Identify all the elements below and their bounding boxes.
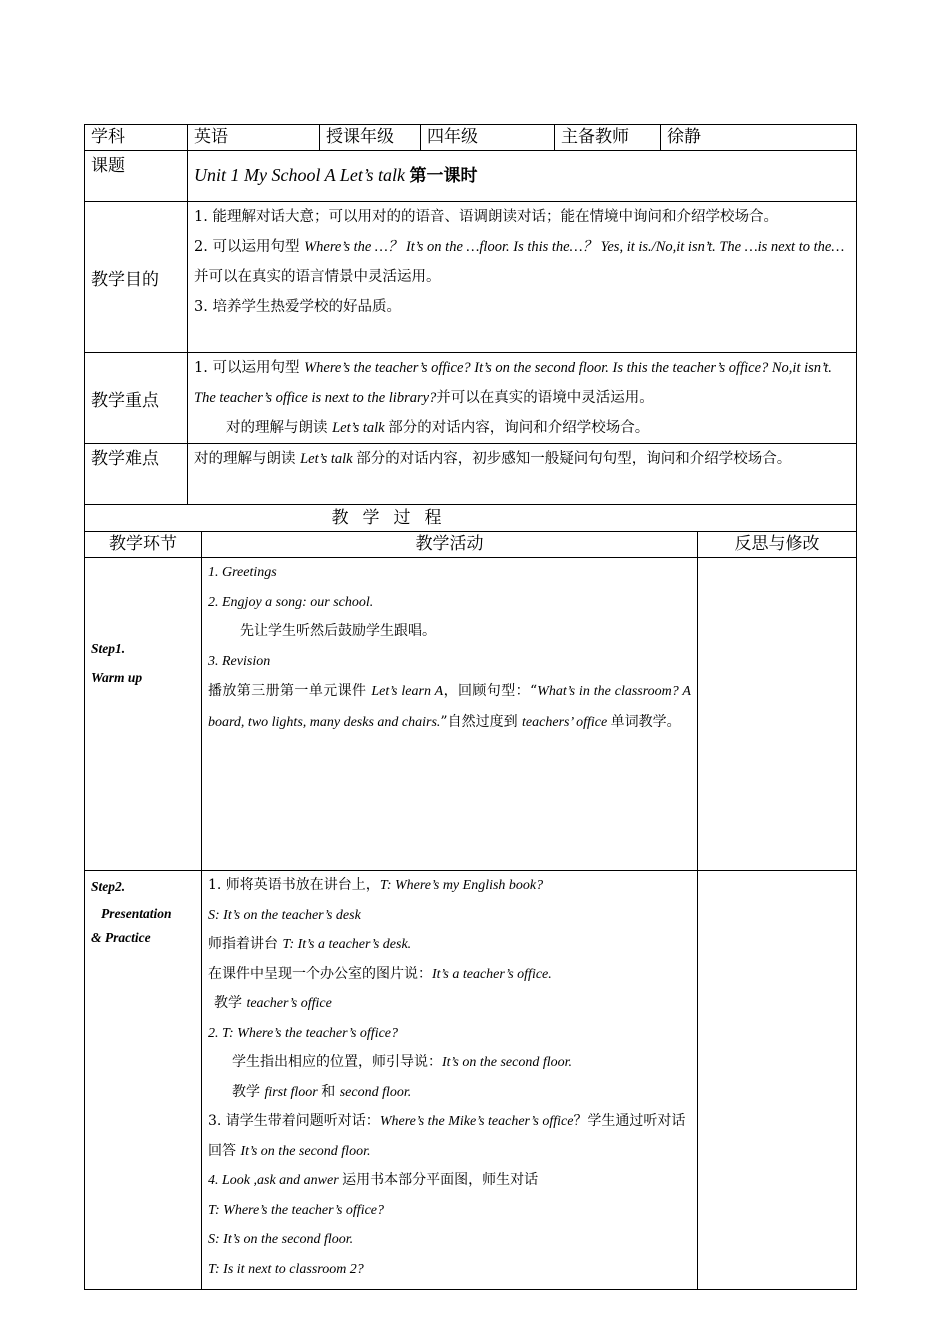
step1-activities — [202, 558, 698, 871]
lesson-plan — [84, 124, 856, 1290]
col-reflection-header: 反思与修改 — [698, 532, 857, 558]
step2-line-1: 1. 师将英语书放在讲台上，T: Where’s my English book? — [208, 877, 544, 893]
step1-label: Step1. Warm up — [85, 558, 202, 871]
teacher-value: 徐静 — [661, 125, 857, 151]
key-points-content — [188, 353, 857, 444]
step1-reflection — [698, 558, 857, 871]
step2-line-11: T: Where’s the teacher’s office? — [208, 1202, 385, 1218]
step1-line-5: 播放第三册第一单元课件 Let’s learn A，回顾句型：“What’s in the classroom? A board, two lights, many desks and chairs.”自然过度到 teachers’ office 单词教学。 — [208, 683, 691, 730]
step2-reflection — [698, 871, 857, 1290]
step2-line-6: 2. T: Where’s the teacher’s office? — [208, 1025, 399, 1041]
teacher-label: 主备教师 — [555, 125, 661, 151]
col-activity-header: 教学活动 — [202, 532, 698, 558]
step1-line-3: 先让学生听然后鼓励学生跟唱。 — [240, 623, 436, 639]
topic-title-cn: 第一课时 — [409, 166, 478, 186]
step1-line-2: 2. Engjoy a song: our school. — [208, 594, 374, 610]
lesson-info-table — [84, 124, 857, 505]
step2-line-9: 3. 请学生带着问题听对话：Where’s the Mike’s teacher’s office？学生通过听对话回答 It’s on the second floor. — [208, 1113, 686, 1159]
subject-value: 英语 — [188, 125, 320, 151]
step1-line-4: 3. Revision — [208, 653, 271, 669]
topic-title-en: Unit 1 My School A Let’s talk — [194, 165, 410, 185]
process-title: 教学过程 — [85, 505, 857, 532]
objective-1: 1. 能理解对话大意；可以用对的的语音、语调朗读对话；能在情境中询问和介绍学校场合。 — [194, 209, 778, 225]
step2-line-2: S: It’s on the teacher’s desk — [208, 907, 361, 923]
grade-value: 四年级 — [421, 125, 555, 151]
process-table — [84, 504, 857, 1290]
col-stage-header: 教学环节 — [85, 532, 202, 558]
step2-activities — [202, 871, 698, 1290]
step2-label: Step2. Presentation & Practice — [85, 871, 202, 1290]
step2-line-4: 在课件中呈现一个办公室的图片说：It’s a teacher’s office. — [208, 965, 552, 982]
difficult-points-content: 对的理解与朗读 Let’s talk 部分的对话内容，初步感知一般疑问句句型，询问和介绍学校场合。 — [188, 444, 857, 505]
topic-label: 课题 — [85, 151, 188, 202]
key-points-label: 教学重点 — [85, 353, 188, 444]
objective-3: 3. 培养学生热爱学校的好品质。 — [194, 299, 401, 315]
key-point-1: 1. 可以运用句型 Where’s the teacher’s office? It’s on the second floor. Is this the teacher’s office? No,it isn’t. The teacher’s office is next to the library?并可以在真实的语境中灵活运用。 — [194, 360, 832, 406]
topic-title — [188, 151, 857, 202]
step2-line-8: 教学 first floor 和 second floor. — [232, 1083, 412, 1100]
step2-line-12: S: It’s on the second floor. — [208, 1232, 354, 1247]
step2-line-3: 师指着讲台 T: It’s a teacher’s desk. — [208, 936, 412, 952]
difficult-points-label: 教学难点 — [85, 444, 188, 505]
step2-line-7: 学生指出相应的位置，师引导说：It’s on the second floor. — [232, 1054, 573, 1070]
subject-label: 学科 — [85, 125, 188, 151]
step1-line-1: 1. Greetings — [208, 565, 277, 580]
step2-line-10: 4. Look ,ask and anwer 运用书本部分平面图，师生对话 — [208, 1172, 539, 1188]
key-point-2: 对的理解与朗读 Let’s talk 部分的对话内容，询问和介绍学校场合。 — [226, 420, 650, 436]
objectives-label: 教学目的 — [85, 202, 188, 353]
objectives-content — [188, 202, 857, 353]
step2-line-13: T: Is it next to classroom 2? — [208, 1261, 364, 1277]
objective-2: 2. 可以运用句型 Where’s the …？ It’s on the …floor. Is this the…？ Yes, it is./No,it isn’t. The …is next to the…并可以在真实的语言情景中灵活运用。 — [194, 239, 845, 285]
step2-line-5: 教学 teacher’s office — [214, 995, 332, 1011]
grade-label: 授课年级 — [320, 125, 421, 151]
